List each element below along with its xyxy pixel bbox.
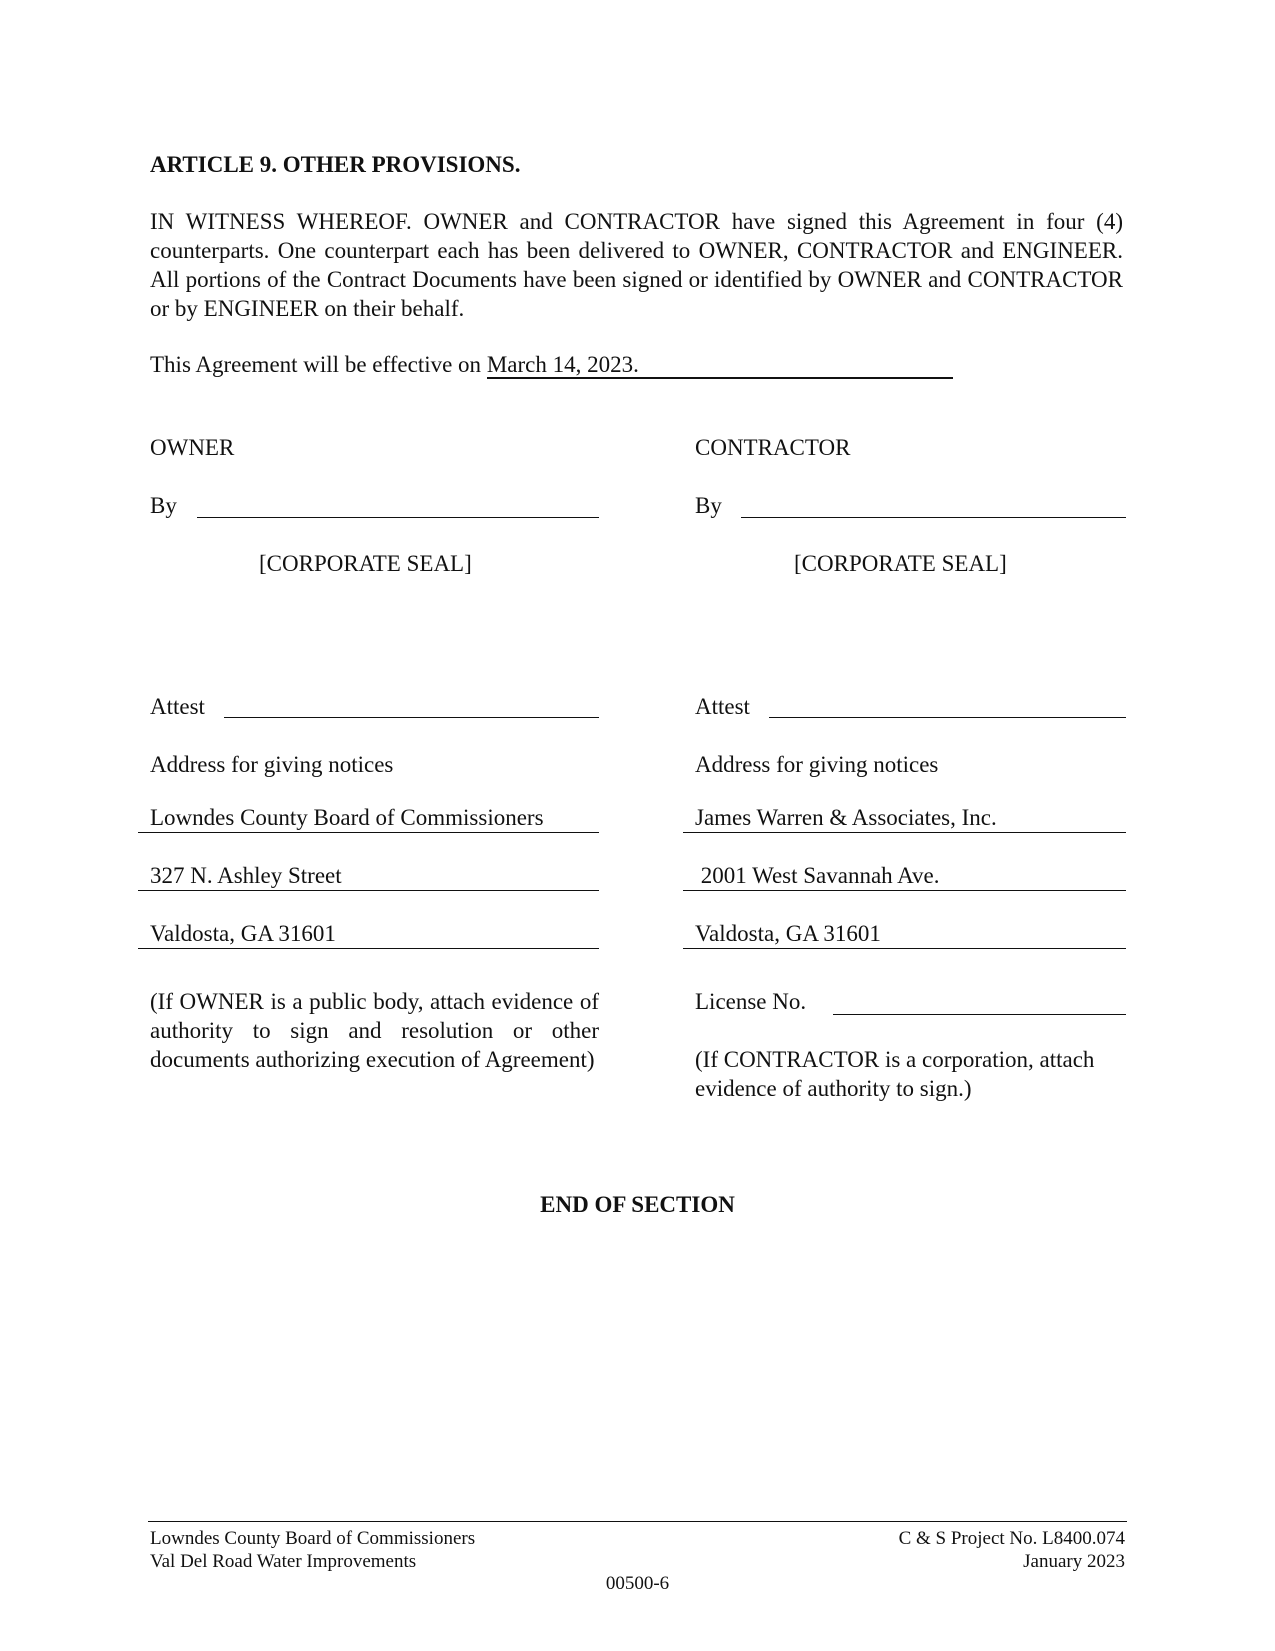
contractor-label: CONTRACTOR <box>695 435 851 460</box>
contractor-license-line[interactable] <box>833 1014 1126 1015</box>
contractor-address-line-3: Valdosta, GA 31601 <box>683 920 1126 949</box>
owner-by-label: By <box>150 493 177 518</box>
owner-note: (If OWNER is a public body, attach evidence of authority to sign and resolution or other documents authorizing execution of Agreement) <box>150 989 599 1072</box>
contractor-address-line-2: 2001 West Savannah Ave. <box>683 862 1126 891</box>
footer-project-number: C & S Project No. L8400.074 <box>898 1528 1125 1549</box>
footer-date: January 2023 <box>1023 1551 1125 1572</box>
contractor-license-label: License No. <box>695 989 807 1014</box>
footer-left <box>150 1527 475 1573</box>
footer-right <box>899 1527 1125 1573</box>
effective-date-field <box>487 353 953 379</box>
owner-corporate-seal: [CORPORATE SEAL] <box>259 551 472 576</box>
end-of-section: END OF SECTION <box>540 1192 735 1217</box>
contractor-attest-line[interactable] <box>769 717 1126 718</box>
owner-address-line-2: 327 N. Ashley Street <box>138 862 599 891</box>
contractor-by-label: By <box>695 493 722 518</box>
witness-paragraph: IN WITNESS WHEREOF. OWNER and CONTRACTOR have signed this Agreement in four (4) counterparts. One counterpart each has been delivered to OWNER, CONTRACTOR and ENGINEER. All portions of the Contract Documents have been signed or identified by OWNER and CONTRACTOR or by ENGINEER on their behalf. <box>150 209 1123 321</box>
page-number: 00500-6 <box>605 1573 670 1594</box>
contractor-corporate-seal: [CORPORATE SEAL] <box>794 551 1007 576</box>
owner-address-line-3: Valdosta, GA 31601 <box>138 920 599 949</box>
contractor-address-heading: Address for giving notices <box>695 752 939 777</box>
owner-attest-label: Attest <box>150 694 205 719</box>
effective-date-row <box>150 350 953 379</box>
owner-address-heading: Address for giving notices <box>150 752 394 777</box>
footer-rule <box>148 1521 1127 1522</box>
effective-date-value: March 14, 2023. <box>486 352 639 377</box>
owner-attest-line[interactable] <box>224 717 599 718</box>
owner-label: OWNER <box>150 435 235 460</box>
footer-owner-name: Lowndes County Board of Commissioners <box>150 1528 476 1549</box>
contractor-address-line-1: James Warren & Associates, Inc. <box>683 804 1126 833</box>
owner-signature-line[interactable] <box>197 517 599 518</box>
contractor-signature-line[interactable] <box>741 517 1126 518</box>
effective-date-prefix: This Agreement will be effective on <box>150 352 487 377</box>
contractor-attest-label: Attest <box>695 694 750 719</box>
contractor-note: (If CONTRACTOR is a corporation, attach evidence of authority to sign.) <box>695 1047 1095 1101</box>
owner-address-line-1: Lowndes County Board of Commissioners <box>138 804 599 833</box>
article-heading: ARTICLE 9. OTHER PROVISIONS. <box>150 152 521 177</box>
footer-project-name: Val Del Road Water Improvements <box>150 1551 417 1572</box>
